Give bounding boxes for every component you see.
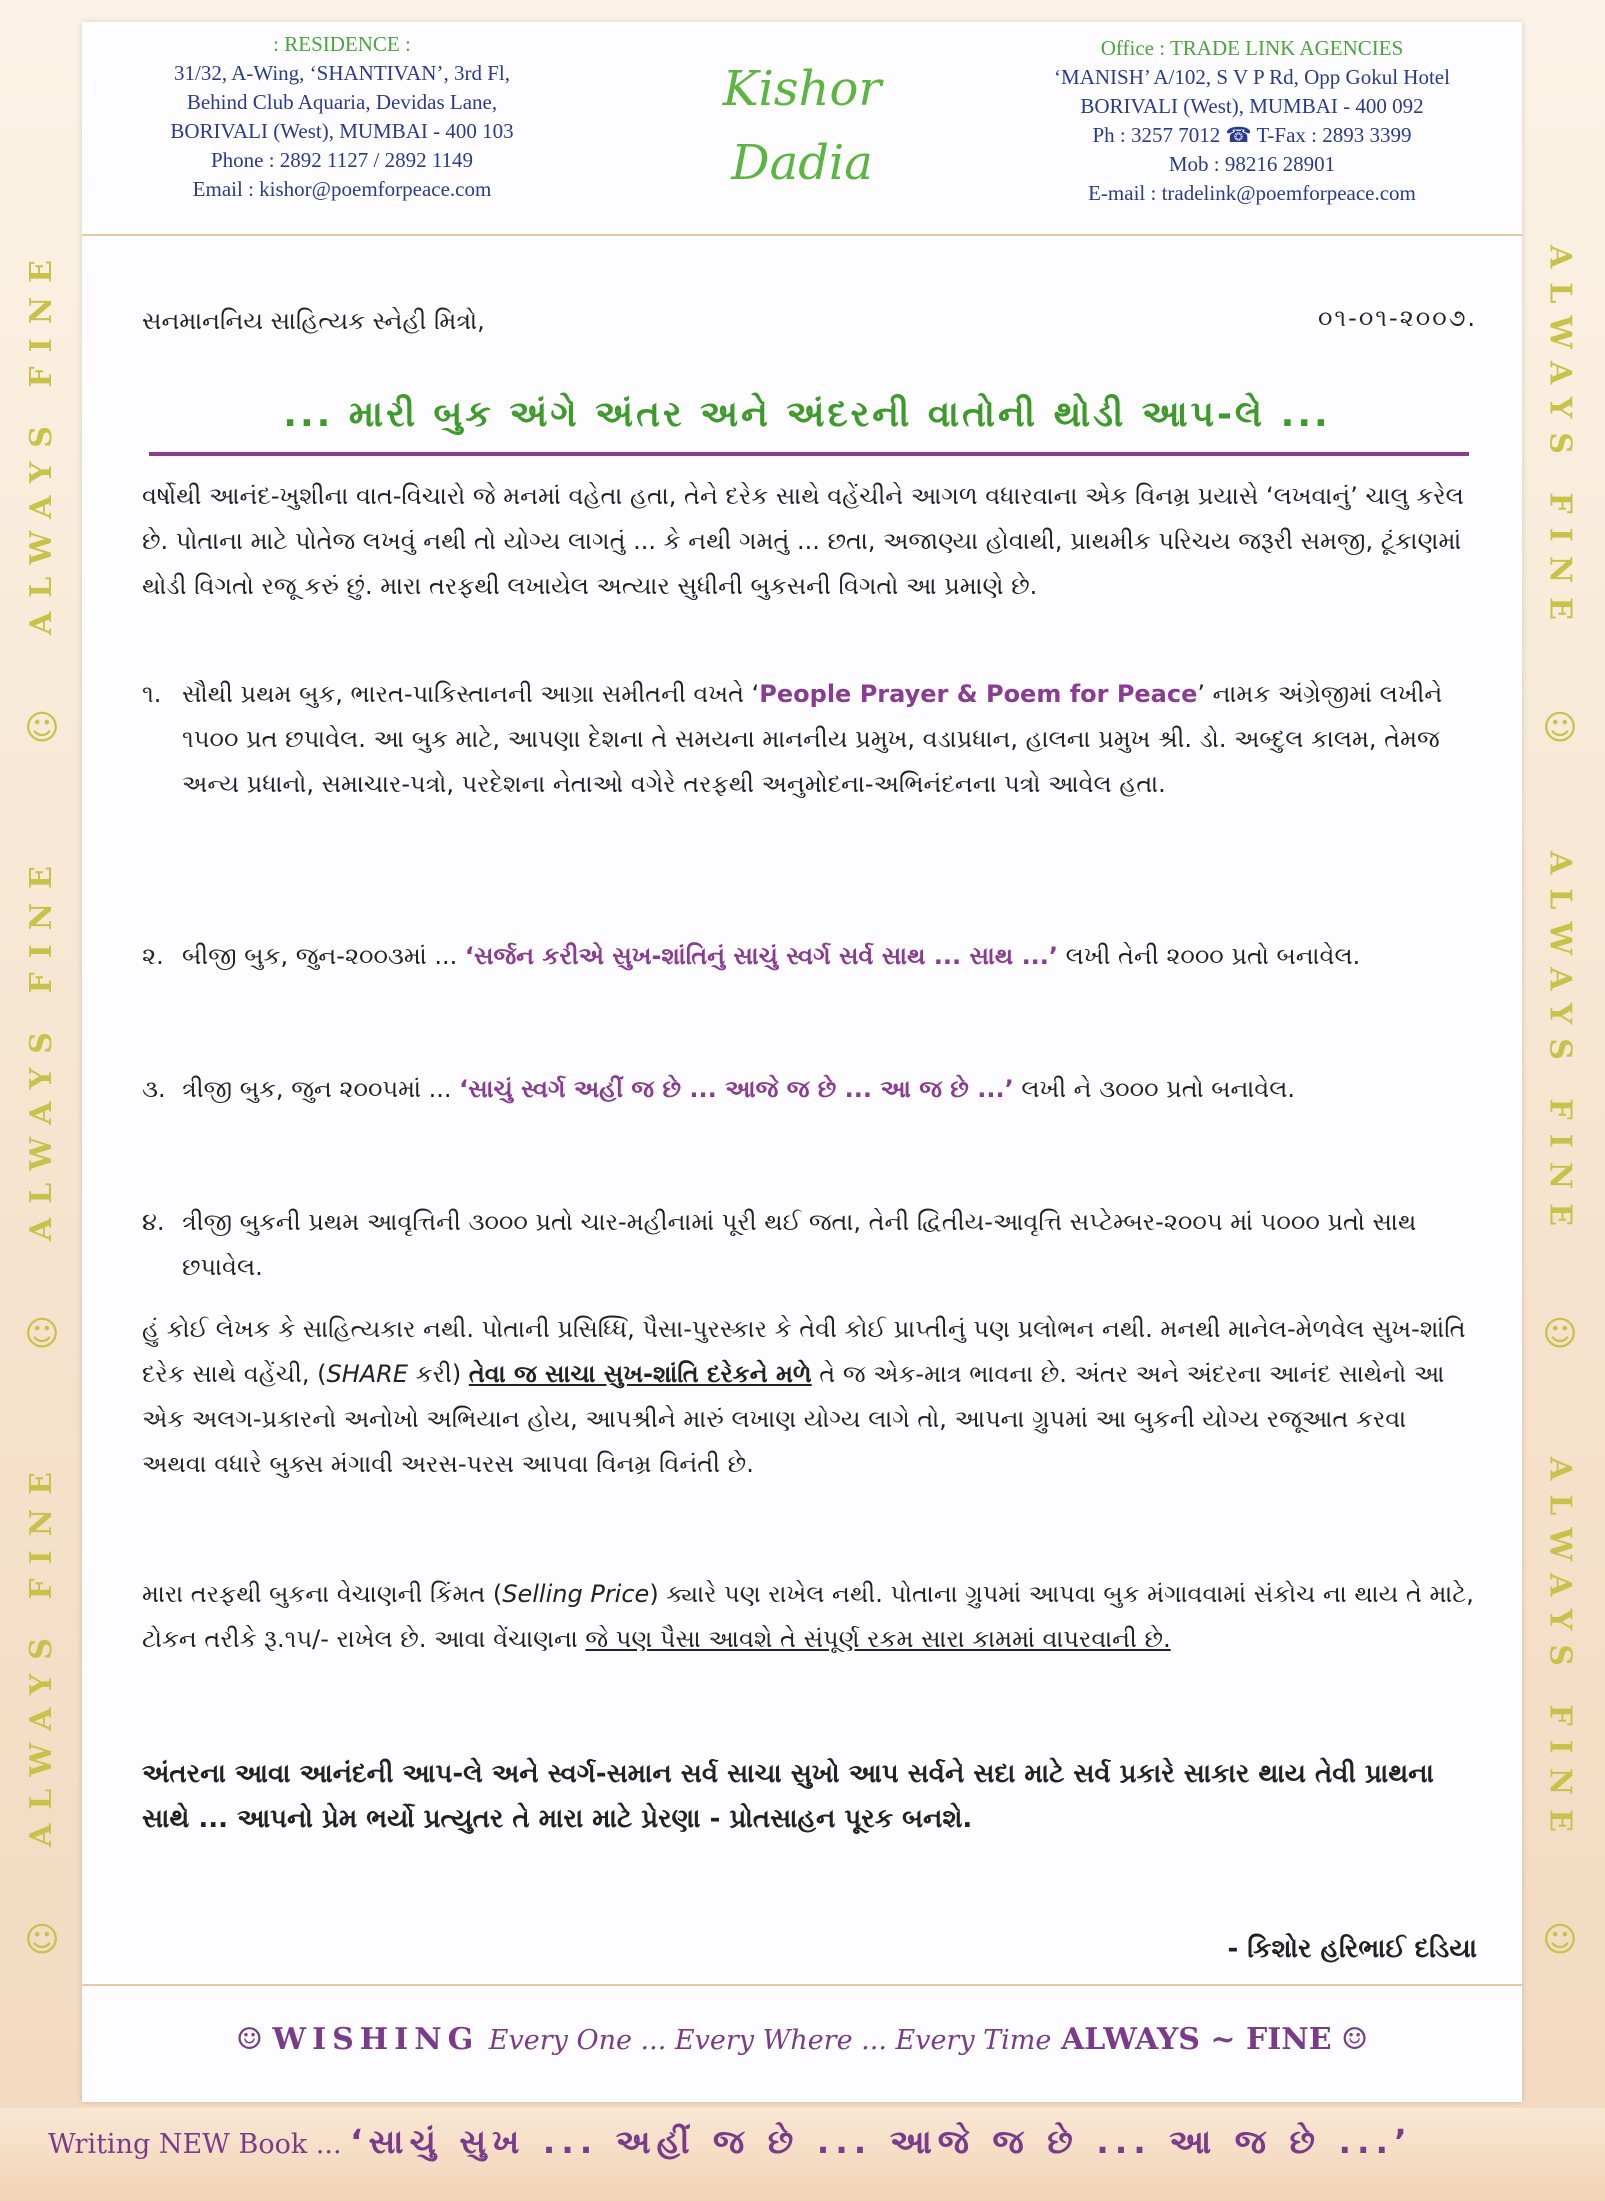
smiley-icon: ☺ (24, 1314, 60, 1354)
smiley-icon: ☺ (235, 2022, 263, 2057)
list-text-part: લખી તેની ૨૦૦૦ પ્રતો બનાવેલ. (1058, 942, 1361, 970)
residence-line: BORIVALI (West), MUMBAI - 400 103 (170, 119, 514, 143)
left-decoration-strip (12, 200, 72, 2020)
letter-title: ... મારી બુક અંગે અંતર અને અંદરની વાતોની થોડી આપ-લે ... (283, 394, 1331, 435)
signature: - કિશોર હરિભાઈ દડિયા (1227, 1934, 1477, 1964)
paragraph-text: તે જ એક-માત્ર ભાવના છે. અંતર અને અંદરના આનંદ સાથેનો આ એક અલગ-પ્રકારનો અનોખો અભિયાન હોય, આપશ્રીને મારું લખાણ યોગ્ય લાગે તો, આપના ગ્રુપમાં આ બુકની યોગ્ય રજૂઆત કરવા અથવા વધારે બુક્સ મંગાવી અરસ-પરસ આપવા વિનમ્ર વિનંતી છે. (142, 1360, 1445, 1478)
smiley-icon: ☺ (1542, 708, 1578, 748)
side-always-fine-text: ALWAYS FINE (24, 245, 60, 635)
office-company-name: TRADE LINK AGENCIES (1169, 36, 1404, 60)
side-block (1542, 200, 1577, 806)
list-item (142, 672, 1477, 807)
list-text-part: બીજી બુક, જુન-૨૦૦૩માં ... (182, 942, 465, 970)
list-text (182, 1067, 1477, 1112)
list-item (142, 1200, 1477, 1290)
footer-every-one: Every One ... Every Where ... Every Time (488, 2025, 1052, 2056)
list-text-part: લખી ને ૩૦૦૦ પ્રતો બનાવેલ. (1013, 1075, 1296, 1103)
office-line: ‘MANISH’ A/102, S V P Rd, Opp Gokul Hotel (1054, 65, 1450, 89)
body-paragraph-share (142, 1307, 1477, 1487)
share-word: SHARE (326, 1360, 409, 1388)
paragraph-text: હું કોઈ લેખક કે સાહિત્યકાર નથી. પોતાની પ્રસિધ્ધિ, પૈસા-પુરસ્કાર કે તેવી કોઈ પ્રાપ્તીનું પણ પ્રલોભન નથી. મનથી માનેલ-મેળવેલ સુખ-શાંતિ દરેક સાથે વહેંચી, ( (142, 1315, 1466, 1388)
footer-tagline (82, 2022, 1522, 2057)
list-number: ૧. (142, 680, 162, 708)
side-always-fine-text: ALWAYS FINE (24, 1457, 60, 1847)
new-book-prefix: Writing NEW Book ... (48, 2129, 351, 2160)
smiley-icon: ☺ (24, 1920, 60, 1960)
smiley-icon: ☺ (1341, 2022, 1369, 2057)
letter-date: ૦૧-૦૧-૨૦૦૭. (1317, 304, 1477, 332)
office-line: BORIVALI (West), MUMBAI - 400 092 (1080, 94, 1424, 118)
list-number: ૨. (142, 942, 164, 970)
office-label (982, 34, 1522, 63)
intro-paragraph: વર્ષોથી આનંદ-ખુશીના વાત-વિચારો જે મનમાં વહેતા હતા, તેને દરેક સાથે વહેંચીને આગળ વધારવાના એક વિનમ્ર પ્રયાસે ‘લખવાનું’ ચાલુ કરેલ છે. પોતાના માટે પોતેજ લખવું નથી તો યોગ્ય લાગતું ... કે નથી ગમતું ... છતા, અજાણ્યા હોવાથી, પ્રાથમીક પરિચય જરૂરી સમજી, ટૂંકાણમાં થોડી વિગતો રજૂ કરું છું. મારા તરફથી લખાયેલ અત્યાર સુધીની બુકસની વિગતો આ પ્રમાણે છે. (142, 482, 1464, 600)
list-item (142, 934, 1477, 979)
body-paragraph-price (142, 1572, 1477, 1662)
title-underline (149, 452, 1469, 456)
salutation: સનમાનનિય સાહિત્યક સ્નેહી મિત્રો, (142, 307, 485, 335)
letterhead (82, 22, 1522, 237)
side-block (24, 806, 59, 1412)
smiley-icon: ☺ (1542, 1314, 1578, 1354)
closing-paragraph: અંતરના આવા આનંદની આપ-લે અને સ્વર્ગ-સમાન સર્વ સાચા સુખો આપ સર્વને સદા માટે સર્વ પ્રકારે સાકાર થાય તેવી પ્રાથના સાથે ... આપનો પ્રેમ ભર્યો પ્રત્યુતર તે મારા માટે પ્રેરણા - પ્રોતસાહન પૂરક બનશે. (142, 1759, 1434, 1834)
side-always-fine-text: ALWAYS FINE (1542, 1457, 1578, 1847)
list-text: ત્રીજી બુકની પ્રથમ આવૃત્તિની ૩૦૦૦ પ્રતો ચાર-મહીનામાં પૂરી થઈ જતા, તેની દ્વિતીય-આવૃત્તિ સપ્ટેમ્બર-૨૦૦૫ માં ૫૦૦૦ પ્રતો સાથ છપાવેલ. (182, 1208, 1417, 1281)
list-number: ૩. (142, 1075, 166, 1103)
office-mobile: Mob : 98216 28901 (1168, 152, 1336, 176)
letter-sheet (82, 22, 1522, 2102)
residence-email: Email : kishor@poemforpeace.com (192, 177, 492, 201)
new-book-title: ‘સાચું સુખ ... અહીં જ છે ... આજે જ છે ... આ જ છે ...’ (350, 2122, 1413, 2161)
new-book-banner (48, 2122, 1568, 2162)
smiley-icon: ☺ (24, 708, 60, 748)
residence-line: Behind Club Aquaria, Devidas Lane, (186, 90, 498, 114)
paragraph-text: ) ક્યારે પણ રાખેલ નથી. પોતાના ગ્રુપમાં આપવા બુક મંગાવવામાં સંકોચ ના થાય તે માટે, ટોકન તરીકે રૂ.૧૫/- રાખેલ છે. આવા વેંચાણના (142, 1580, 1474, 1653)
office-address-block (982, 34, 1522, 208)
book-title-highlight: ‘સર્જન કરીએ સુખ-શાંતિનું સાચું સ્વર્ગ સર્વ સાથ ... સાથ ...’ (464, 942, 1059, 970)
side-block (1542, 806, 1577, 1412)
right-decoration-strip (1530, 200, 1590, 2020)
side-always-fine-text: ALWAYS FINE (1542, 851, 1578, 1241)
paragraph-text: કરી) (408, 1360, 469, 1388)
paragraph-text: મારા તરફથી બુકના વેચાણની કિંમત ( (142, 1580, 503, 1608)
side-block (24, 1412, 59, 2018)
office-email: E-mail : tradelink@poemforpeace.com (1088, 181, 1416, 205)
office-phone: Ph : 3257 7012 ☎ T-Fax : 2893 3399 (1092, 123, 1412, 147)
list-text-part: ’ નામક અંગ્રેજીમાં લખીને ૧૫૦૦ પ્રત છપાવેલ. આ બુક માટે, આપણા દેશના તે સમયના માનનીય પ્રમુખ, વડાપ્રધાન, હાલના પ્રમુખ શ્રી. ડો. અબ્દુલ કાલમ, તેમજ અન્ય પ્રધાનો, સમાચાર-પત્રો, પરદેશના નેતાઓ વગેરે તરફથી અનુમોદના-અભિનંદનના પત્રો આવેલ હતા. (182, 680, 1443, 798)
side-block (1542, 1412, 1577, 2018)
brand-last-name: Dadia (731, 135, 873, 191)
footer-wishing: WISHING (272, 2022, 480, 2057)
underlined-phrase: જે પણ પૈસા આવશે તે સંપૂર્ણ રકમ સારા કામમાં વાપરવાની છે. (585, 1625, 1171, 1653)
side-always-fine-text: ALWAYS FINE (24, 851, 60, 1241)
book-title-highlight: People Prayer & Poem for Peace (759, 680, 1198, 708)
side-block (24, 200, 59, 806)
side-always-fine-text: ALWAYS FINE (1542, 245, 1578, 635)
brand-name (642, 52, 962, 200)
list-text (182, 934, 1477, 979)
residence-line: 31/32, A-Wing, ‘SHANTIVAN’, 3rd Fl, (174, 61, 510, 85)
book-title-highlight: ‘સાચું સ્વર્ગ અહીં જ છે ... આજે જ છે ... આ જ છે ...’ (459, 1075, 1014, 1103)
selling-price-word: Selling Price (502, 1580, 650, 1608)
office-label-prefix: Office : (1100, 36, 1170, 60)
footer-always-fine: ALWAYS ~ FINE (1060, 2022, 1332, 2057)
list-item (142, 1067, 1477, 1112)
footer-divider (82, 1984, 1522, 1986)
residence-label: : RESIDENCE : (273, 32, 411, 56)
smiley-icon: ☺ (1542, 1920, 1578, 1960)
brand-first-name: Kishor (722, 61, 882, 117)
underlined-phrase: તેવા જ સાચા સુખ-શાંતિ દરેકને મળે (468, 1360, 812, 1388)
list-text-part: સૌથી પ્રથમ બુક, ભારત-પાકિસ્તાનની આગ્રા સમીતની વખતે ‘ (182, 680, 760, 708)
header-divider (82, 234, 1522, 236)
list-text-part: ત્રીજી બુક, જુન ૨૦૦૫માં ... (182, 1075, 460, 1103)
list-text (182, 672, 1477, 807)
residence-phone: Phone : 2892 1127 / 2892 1149 (210, 148, 474, 172)
list-number: ૪. (142, 1208, 165, 1236)
residence-address-block (102, 30, 582, 204)
